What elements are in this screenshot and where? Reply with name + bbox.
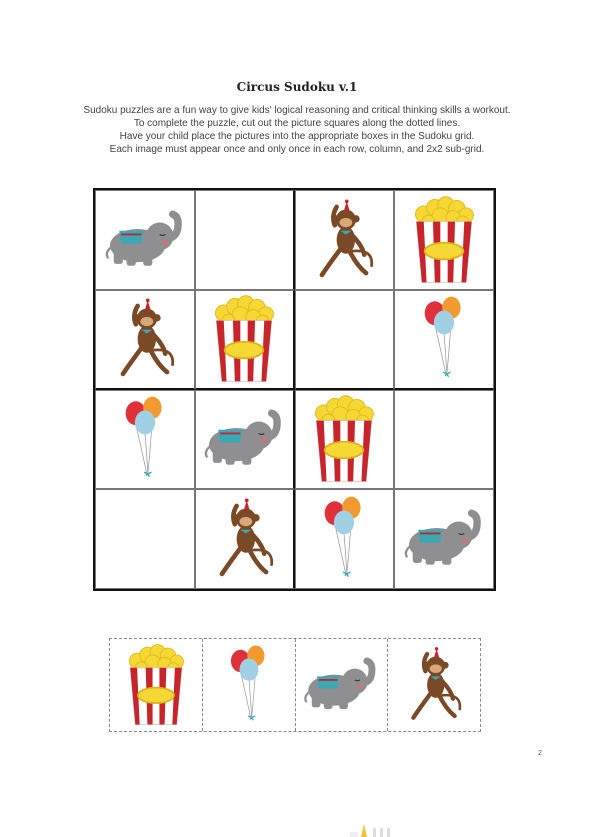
- instruction-line: Each image must appear once and only once in each row, column, and 2x2 sub-grid.: [109, 144, 485, 155]
- balloons-icon: [206, 642, 292, 728]
- instruction-line: Sudoku puzzles are a fun way to give kids' logical reasoning and critical thinking skills a workout.: [83, 105, 511, 116]
- elephant-icon: [298, 642, 384, 728]
- monkey-icon: [99, 293, 191, 385]
- popcorn-icon: [113, 642, 199, 728]
- cutout-square[interactable]: [110, 639, 203, 731]
- grid-cell[interactable]: [394, 290, 494, 390]
- grid-cell[interactable]: [95, 290, 195, 390]
- grid-cell[interactable]: [295, 390, 395, 490]
- grid-cell[interactable]: [394, 390, 494, 490]
- balloons-icon: [398, 293, 490, 385]
- grid-cell[interactable]: [295, 489, 395, 589]
- popcorn-icon: [298, 393, 390, 485]
- balloons-icon: [99, 393, 191, 485]
- cutout-square[interactable]: [296, 639, 389, 731]
- grid-cell[interactable]: [394, 489, 494, 589]
- page-number: 2: [538, 750, 542, 757]
- popcorn-icon: [198, 293, 290, 385]
- monkey-icon: [298, 194, 390, 286]
- elephant-icon: [398, 493, 490, 585]
- cutout-square[interactable]: [203, 639, 296, 731]
- elephant-icon: [198, 393, 290, 485]
- grid-cell[interactable]: [195, 190, 295, 290]
- grid-cell[interactable]: [195, 290, 295, 390]
- balloons-icon: [298, 493, 390, 585]
- grid-cell[interactable]: [195, 390, 295, 490]
- grid-cell[interactable]: [95, 390, 195, 490]
- popcorn-icon: [398, 194, 490, 286]
- footer-logo: [340, 820, 420, 837]
- grid-cell[interactable]: [394, 190, 494, 290]
- grid-cell[interactable]: [295, 190, 395, 290]
- monkey-icon: [391, 642, 477, 728]
- grid-cell[interactable]: [95, 190, 195, 290]
- monkey-icon: [198, 493, 290, 585]
- grid-cell[interactable]: [295, 290, 395, 390]
- instruction-line: Have your child place the pictures into the appropriate boxes in the Sudoku grid.: [119, 131, 475, 142]
- cutout-square[interactable]: [388, 639, 480, 731]
- grid-cell[interactable]: [95, 489, 195, 589]
- sudoku-grid: [93, 188, 496, 591]
- instruction-line: To complete the puzzle, cut out the picture squares along the dotted lines.: [133, 118, 461, 129]
- instructions: [40, 104, 554, 156]
- cutout-strip: [109, 638, 481, 732]
- grid-cell[interactable]: [195, 489, 295, 589]
- page-title: Circus Sudoku v.1: [236, 80, 358, 94]
- elephant-icon: [99, 194, 191, 286]
